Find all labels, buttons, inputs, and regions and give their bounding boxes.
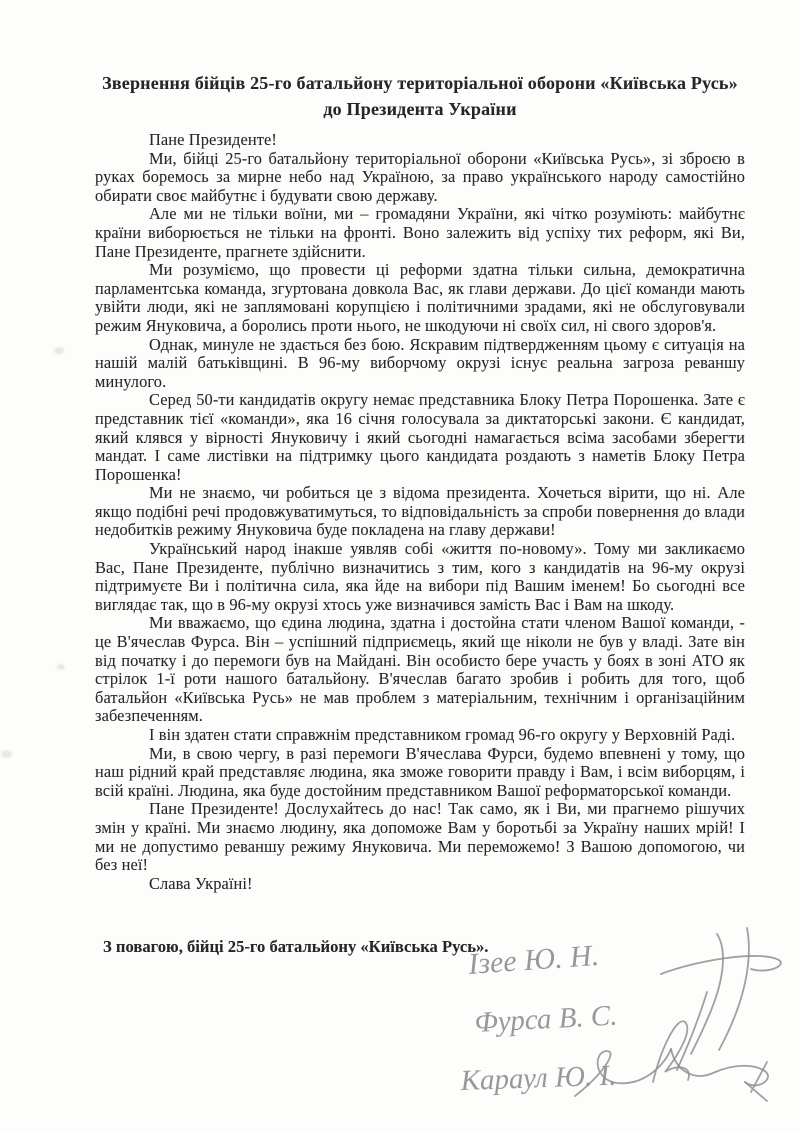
- document-text: [95, 131, 745, 893]
- signature-name-1: Ізее Ю. Н.: [467, 938, 601, 981]
- scan-artifact: [1, 750, 12, 758]
- document-body: [95, 70, 745, 957]
- paragraph: Пане Президенте! Дослухайтесь до нас! Так само, як і Ви, ми прагнемо рішучих змін у країні. Ми знаємо людину, яка допоможе Вам у боротьбі за Україну наших мрій! І ми не допустимо реваншу режиму Януковича. Ми переможемо! З Вашою допомогою, чи без неї!: [95, 799, 745, 875]
- scan-artifact: [57, 664, 65, 670]
- handwritten-signatures: [455, 922, 795, 1122]
- paragraph: Однак, минуле не здається без бою. Яскравим підтвердженням цьому є ситуація на нашій малій батьківщині. В 96-му виборчому окрузі існує реальна загроза реваншу минулого.: [95, 334, 745, 391]
- paragraph: Ми, в свою чергу, в разі перемоги В'ячеслава Фурси, будемо впевнені у тому, що наш рідний край представляє людина, яка зможе говорити правду і Вам, і всім виборцям, і всій країні. Людина, яка буде достойним представником Вашої реформаторської команди.: [95, 743, 745, 800]
- paragraph: Ми не знаємо, чи робиться це з відома президента. Хочеться вірити, що ні. Але якщо подібні речі продовжуватимуться, то відповідальність за спроби повернення до влади недобитків режиму Януковича буде покладена на главу держави!: [95, 483, 745, 540]
- signature-name-3: Караул Ю. І.: [460, 1059, 617, 1097]
- slava-ukraini-line: Слава Україні!: [149, 873, 253, 893]
- paragraph: Серед 50-ти кандидатів округу немає представника Блоку Петра Порошенка. Зате є представник тієї «команди», яка 16 січня голосувала за диктаторські закони. Є кандидат, який клявся у вірності Януковичу і який сьогодні намагається всіма засобами зберегти мандат. І саме листівки на підтримку цього кандидата роздають з наметів Блоку Петра Порошенка!: [95, 390, 745, 484]
- paragraph: Український народ інакше уявляв собі «життя по-новому». Тому ми закликаємо Вас, Пане Президенте, публічно визначитись з тим, кого з кандидатів на 96-му окрузі підтримуєте Ви і політична сила, яка йде на вибори під Вашим іменем! Бо сьогодні все виглядає так, що в 96-му окрузі хтось уже визначився замість Вас і Вам на шкоду.: [95, 539, 745, 614]
- paragraph: Ми вважаємо, що єдина людина, здатна і достойна стати членом Вашої команди, - це В'ячеслав Фурса. Він – успішний підприємець, який ще ніколи не був у владі. Зате він від початку і до перемоги був на Майдані. Він особисто бере участь у боях в зоні АТО як стрілок 1-ї роти нашого батальйону. В'ячеслав багато зробив і робить для того, щоб батальйон «Київська Русь» не мав проблем з матеріальним, технічним і організаційним забезпеченням.: [95, 613, 745, 726]
- paragraph: Але ми не тільки воїни, ми – громадяни України, які чітко розуміють: майбутнє країни виборюється не тільки на фронті. Воно залежить від успіху тих реформ, які Ви, Пане Президенте, прагнете здійснити.: [95, 204, 745, 261]
- closing-line: З повагою, бійці 25-го батальйону «Київська Русь».: [103, 937, 489, 957]
- salutation: Пане Президенте!: [149, 130, 277, 149]
- document-title: Звернення бійців 25-го батальйону територіальної оборони «Київська Русь» до Президента України: [102, 73, 738, 119]
- handwritten-signature-flourish: [661, 928, 781, 1054]
- scan-artifact: [54, 347, 64, 354]
- signature-name-2: Фурса В. С.: [473, 999, 619, 1039]
- paragraph: Ми розуміємо, що провести ці реформи здатна тільки сильна, демократична парламентська команда, згуртована довкола Вас, як глави держави. До цієї команди мають увійти люди, які не заплямовані корупцією і політичними зрадами, які не обслуговували режим Януковича, а боролись проти нього, не шкодуючи ні своїх сил, ні свого здоров'я.: [95, 260, 745, 335]
- paragraph: Ми, бійці 25-го батальйону територіальної оборони «Київська Русь», зі зброєю в руках боремось за мирне небо над Україною, за право українського народу самостійно обирати своє майбутнє і будувати свою державу.: [95, 148, 745, 205]
- paragraph: І він здатен стати справжнім представником громад 96-го округу у Верховній Раді.: [149, 725, 736, 744]
